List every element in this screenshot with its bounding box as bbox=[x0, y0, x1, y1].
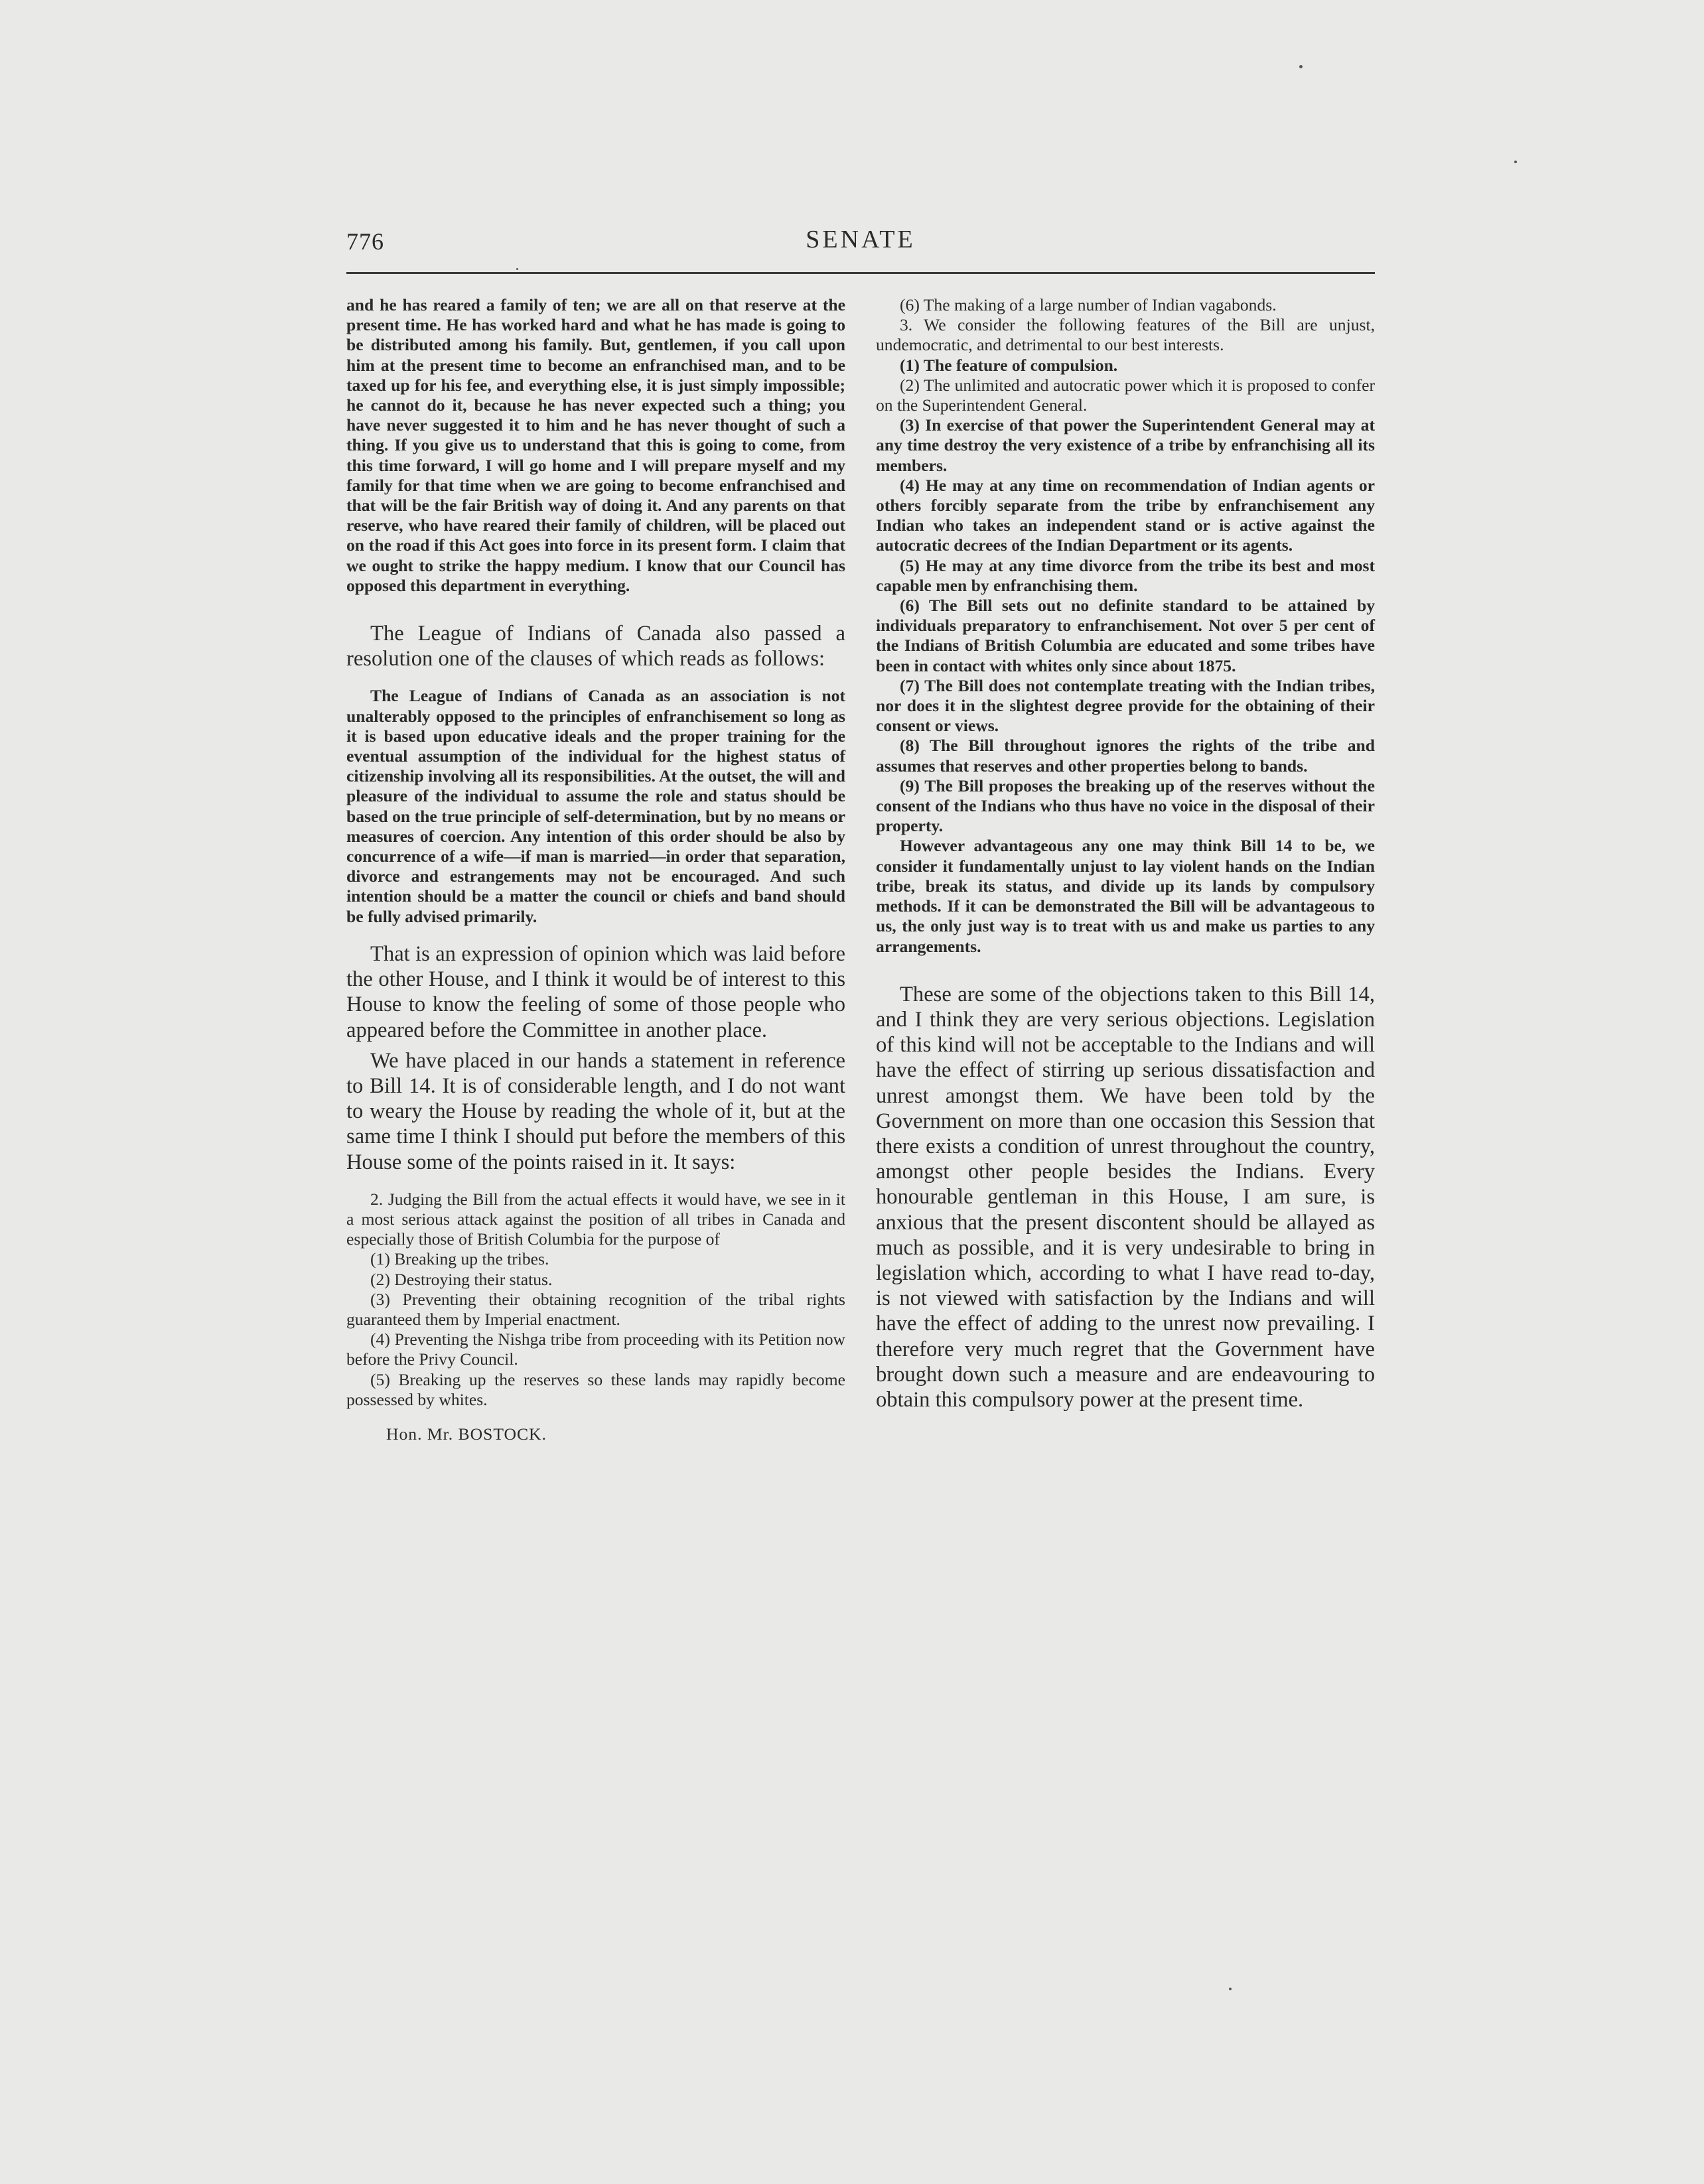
statement-item: 2. Judging the Bill from the actual effects it would have, we see in it a most serious attack against the position of all tribes in Canada and especially those of British Columbia for the purpose of bbox=[346, 1189, 845, 1249]
statement-item: 3. We consider the following features of the Bill are unjust, undemocratic, and detrimental to our best interests. bbox=[876, 315, 1375, 355]
statement-item: (1) The feature of compulsion. bbox=[900, 355, 1118, 375]
body-paragraph: That is an expression of opinion which was laid before the other House, and I think it would be of interest to this House to know the feeling of some of those people who appeared before the Committee in another place. bbox=[346, 941, 845, 1042]
statement-item: (6) The making of a large number of Indian vagabonds. bbox=[900, 295, 1277, 314]
left-column bbox=[346, 295, 845, 1444]
statement-item: However advantageous any one may think Bill 14 to be, we consider it fundamentally unjust to lay violent hands on the Indian tribe, break its status, and divide up its lands by compulsory methods. If it can be demonstrated the Bill will be advantageous to us, the only just way is to treat with us and make us parties to any arrangements. bbox=[876, 836, 1375, 956]
statement-item: (3) Preventing their obtaining recognition of the tribal rights guaranteed them by Imperial enactment. bbox=[346, 1289, 845, 1329]
page-number: 776 bbox=[346, 228, 384, 255]
right-column bbox=[876, 295, 1375, 1412]
statement-item: (5) Breaking up the reserves so these lands may rapidly become possessed by whites. bbox=[346, 1369, 845, 1409]
statement-item: (4) Preventing the Nishga tribe from proceeding with its Petition now before the Privy Council. bbox=[346, 1330, 845, 1369]
statement-item: (1) Breaking up the tribes. bbox=[370, 1249, 549, 1269]
body-paragraph: These are some of the objections taken to this Bill 14, and I think they are very serious objections. Legislation of this kind will not be acceptable to the Indians and will have the effect of stirring up serious dissatisfaction and unrest amongst them. We have been told by the Government on more than one occasion this Session that there exists a condition of unrest throughout the country, amongst other people besides the Indians. Every honourable gentleman in this House, I am sure, is anxious that the present discontent should be allayed as much as possible, and it is very undesirable to bring in legislation which, according to what I have read to-day, is not viewed with satisfaction by the Indians and will have the effect of adding to the unrest now prevailing. I therefore very much regret that the Government have brought down such a measure and are endeavouring to obtain this compulsory power at the present time. bbox=[876, 982, 1375, 1412]
statement-item: (2) Destroying their status. bbox=[370, 1269, 553, 1289]
body-paragraph: We have placed in our hands a statement in reference to Bill 14. It is of considerable length, and I do not want to weary the House by reading the whole of it, but at the same time I think I should put before the members of this House some of the points raised in it. It says: bbox=[346, 1048, 845, 1174]
statement-item: (7) The Bill does not contemplate treating with the Indian tribes, nor does it in the slightest degree provide for the obtaining of their consent or views. bbox=[876, 675, 1375, 736]
scan-speck bbox=[1299, 65, 1303, 68]
scan-speck bbox=[1514, 161, 1517, 163]
header-rule bbox=[346, 272, 1375, 274]
scan-speck bbox=[516, 268, 518, 270]
statement-item: (9) The Bill proposes the breaking up of the reserves without the consent of the Indians who thus have no voice in the disposal of their property. bbox=[876, 776, 1375, 836]
body-paragraph: The League of Indians of Canada also passed a resolution one of the clauses of which reads as follows: bbox=[346, 622, 845, 671]
speech-paragraph: and he has reared a family of ten; we are all on that reserve at the present time. He has worked hard and what he has made is going to be distributed among his family. But, gentlemen, if you call upon him at the present time to become an enfranchised man, and to be taxed up for his fee, and everything else, it is just simply impossible; he cannot do it, because he has never expected such a thing; you have never suggested it to him and he has never thought of such a thing. If you give us to understand that this is going to come, from this time forward, I will go home and I will prepare myself and my family for that time when we are going to become enfranchised and that will be the fair British way of doing it. And any parents on that reserve, who have reared their family of children, will be placed out on the road if this Act goes into force in its present form. I claim that we ought to strike the happy medium. I know that our Council has opposed this department in everything. bbox=[346, 295, 845, 595]
statement-item: (4) He may at any time on recommendation of Indian agents or others forcibly separate from the tribe by enfranchisement any Indian who takes an independent stand or is active against the autocratic decrees of the Indian Department or its agents. bbox=[876, 475, 1375, 555]
scan-speck bbox=[1229, 1988, 1232, 1990]
page-header bbox=[346, 222, 1375, 262]
resolution-quote: The League of Indians of Canada as an association is not unalterably opposed to the principles of enfranchisement so long as it is based upon educative ideals and the proper training for the eventual assumption of the individual for the highest status of citizenship involving all its responsibilities. At the outset, the will and pleasure of the individual to assume the role and status should be based on the true principle of self-determination, but by no means or measures of coercion. Any intention of this order should be also by concurrence of a wife—if man is married—in order that separation, divorce and estrangements may not be encouraged. And such intention should be a matter the council or chiefs and band should be fully advised primarily. bbox=[346, 686, 845, 926]
statement-item: (2) The unlimited and autocratic power which it is proposed to confer on the Superintendent General. bbox=[876, 375, 1375, 415]
speaker-signature: Hon. Mr. BOSTOCK. bbox=[386, 1424, 547, 1444]
statement-item: (6) The Bill sets out no definite standard to be attained by individuals preparatory to enfranchisement. Not over 5 per cent of the Indians of British Columbia are educated and some tribes have been in contact with whites only since about 1875. bbox=[876, 596, 1375, 675]
running-title: SENATE bbox=[806, 226, 916, 253]
statement-item: (8) The Bill throughout ignores the rights of the tribe and assumes that reserves and other properties belong to bands. bbox=[876, 736, 1375, 776]
statement-item: (5) He may at any time divorce from the tribe its best and most capable men by enfranchising them. bbox=[876, 555, 1375, 595]
statement-item: (3) In exercise of that power the Superintendent General may at any time destroy the very existence of a tribe by enfranchising all its members. bbox=[876, 415, 1375, 475]
